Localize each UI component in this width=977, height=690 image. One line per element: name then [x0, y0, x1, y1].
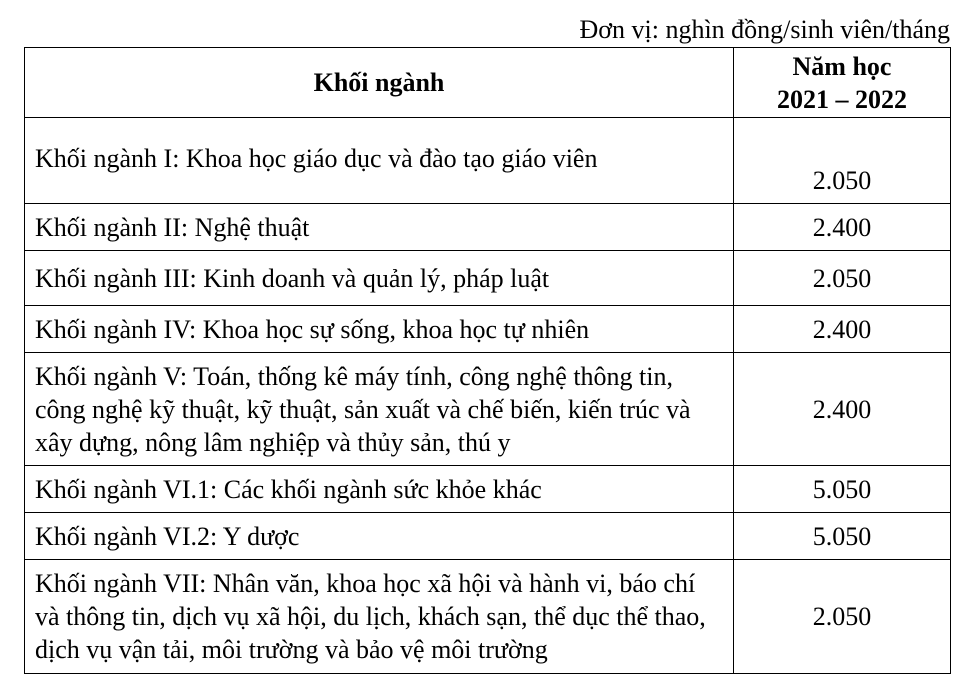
row-value: 2.400	[734, 353, 951, 466]
row-name: Khối ngành III: Kinh doanh và quản lý, pháp luật	[25, 251, 734, 306]
header-nam-hoc	[734, 48, 951, 118]
row-value: 5.050	[734, 466, 951, 513]
table-row	[25, 204, 951, 251]
row-name: Khối ngành II: Nghệ thuật	[25, 204, 734, 251]
row-name: Khối ngành VI.1: Các khối ngành sức khỏe khác	[25, 466, 734, 513]
row-name: Khối ngành I: Khoa học giáo dục và đào tạo giáo viên	[25, 118, 734, 204]
header-khoi-nganh: Khối ngành	[25, 48, 734, 118]
table-row	[25, 513, 951, 560]
table-row	[25, 118, 951, 204]
table-row	[25, 306, 951, 353]
table-row	[25, 560, 951, 674]
row-name: Khối ngành IV: Khoa học sự sống, khoa học tự nhiên	[25, 306, 734, 353]
unit-note: Đơn vị: nghìn đồng/sinh viên/tháng	[579, 15, 950, 44]
row-value: 2.050	[734, 251, 951, 306]
row-value: 2.400	[734, 204, 951, 251]
table-row	[25, 466, 951, 513]
table-row	[25, 251, 951, 306]
table-row	[25, 353, 951, 466]
row-value: 2.400	[734, 306, 951, 353]
header-year-range: 2021 – 2022	[777, 84, 907, 114]
row-name: Khối ngành V: Toán, thống kê máy tính, công nghệ thông tin, công nghệ kỹ thuật, kỹ thuật, sản xuất và chế biến, kiến trúc và xây dựng, nông lâm nghiệp và thủy sản, thú y	[25, 353, 734, 466]
row-name: Khối ngành VI.2: Y dược	[25, 513, 734, 560]
row-value: 2.050	[734, 118, 951, 204]
row-value: 2.050	[734, 560, 951, 674]
row-name: Khối ngành VII: Nhân văn, khoa học xã hội và hành vi, báo chí và thông tin, dịch vụ xã hội, du lịch, khách sạn, thể dục thể thao, dịch vụ vận tải, môi trường và bảo vệ môi trường	[25, 560, 734, 674]
header-nam-hoc-label: Năm học	[792, 51, 892, 81]
tuition-table	[24, 47, 951, 674]
table-header-row	[25, 48, 951, 118]
row-value: 5.050	[734, 513, 951, 560]
